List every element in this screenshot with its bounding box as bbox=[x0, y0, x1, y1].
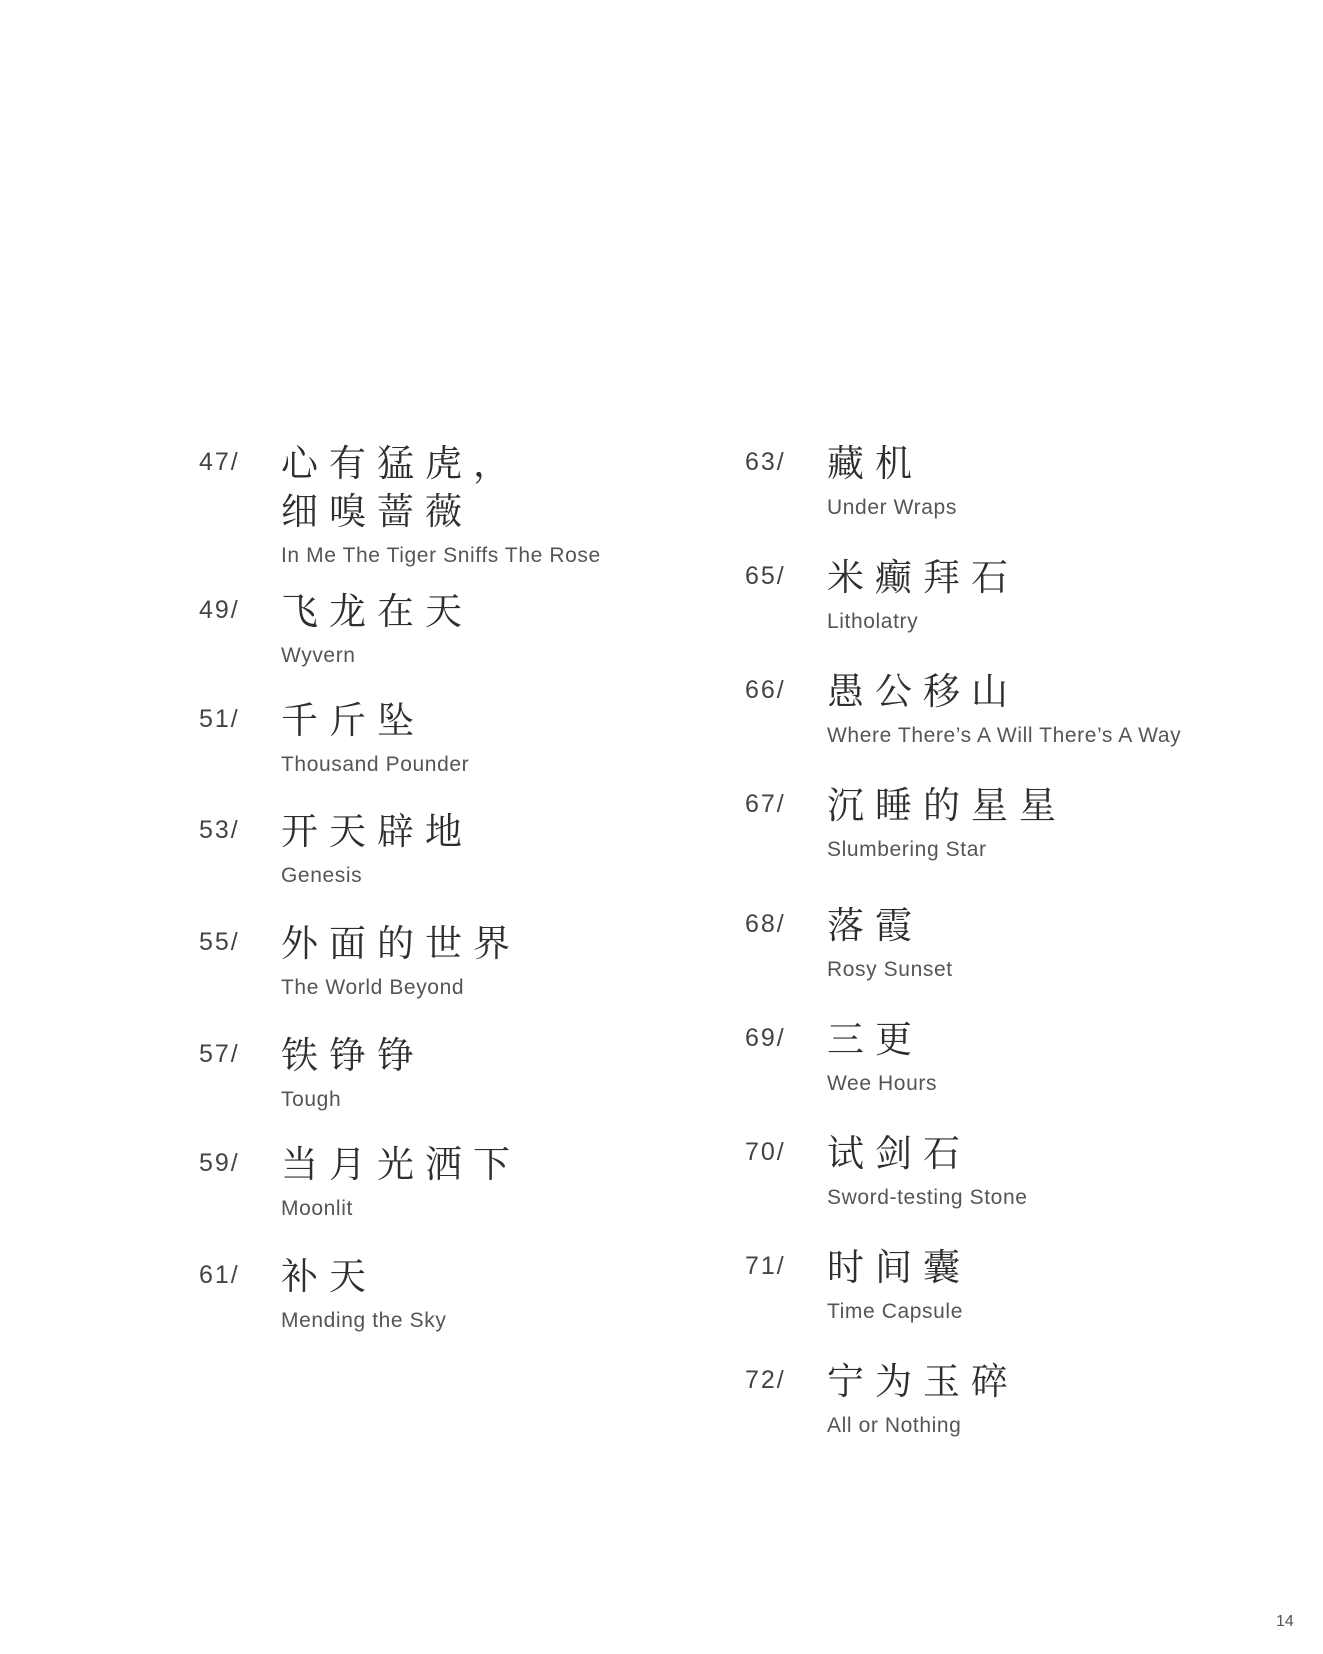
page-number: 14 bbox=[1276, 1613, 1294, 1630]
entry-number: 71/ bbox=[745, 1252, 786, 1280]
entry-number: 51/ bbox=[199, 705, 240, 733]
entry-chinese-title: 沉睡的星星 bbox=[827, 784, 1067, 827]
entry-english-title: Time Capsule bbox=[827, 1300, 963, 1323]
entry-chinese-title: 补天 bbox=[281, 1255, 377, 1298]
entry-chinese-title: 心有猛虎， 细嗅蔷薇 bbox=[281, 442, 521, 533]
entry-chinese-title: 宁为玉碎 bbox=[827, 1360, 1019, 1403]
entry-number: 68/ bbox=[745, 910, 786, 938]
entry-number: 59/ bbox=[199, 1149, 240, 1177]
entry-number: 69/ bbox=[745, 1024, 786, 1052]
entry-chinese-title: 试剑石 bbox=[827, 1132, 971, 1175]
entry-chinese-title: 当月光洒下 bbox=[281, 1143, 521, 1186]
entry-english-title: The World Beyond bbox=[281, 976, 465, 999]
entry-number: 49/ bbox=[199, 596, 240, 624]
entry-english-title: Moonlit bbox=[281, 1197, 353, 1220]
entry-number: 53/ bbox=[199, 816, 240, 844]
entry-number: 72/ bbox=[745, 1366, 786, 1394]
entry-chinese-title: 三更 bbox=[827, 1018, 923, 1061]
entry-english-title: Wyvern bbox=[281, 644, 356, 667]
entry-english-title: Rosy Sunset bbox=[827, 958, 953, 981]
entry-english-title: Where There’s A Will There’s A Way bbox=[827, 724, 1182, 747]
entry-english-title: Thousand Pounder bbox=[281, 753, 470, 776]
entry-english-title: Litholatry bbox=[827, 610, 919, 633]
entry-chinese-title: 时间囊 bbox=[827, 1246, 971, 1289]
entry-english-title: Tough bbox=[281, 1088, 342, 1111]
entry-chinese-title: 外面的世界 bbox=[281, 922, 521, 965]
entry-chinese-title: 千斤坠 bbox=[281, 699, 425, 742]
entry-number: 61/ bbox=[199, 1261, 240, 1289]
entry-number: 66/ bbox=[745, 676, 786, 704]
entry-number: 57/ bbox=[199, 1040, 240, 1068]
entry-english-title: Mending the Sky bbox=[281, 1309, 447, 1332]
entry-number: 65/ bbox=[745, 562, 786, 590]
entry-english-title: Sword-testing Stone bbox=[827, 1186, 1028, 1209]
entry-chinese-title: 愚公移山 bbox=[827, 670, 1019, 713]
entry-english-title: Under Wraps bbox=[827, 496, 957, 519]
entry-chinese-title: 米癫拜石 bbox=[827, 556, 1019, 599]
entry-number: 47/ bbox=[199, 448, 240, 476]
entry-english-title: Slumbering Star bbox=[827, 838, 987, 861]
entry-number: 63/ bbox=[745, 448, 786, 476]
entry-number: 70/ bbox=[745, 1138, 786, 1166]
entry-chinese-title: 飞龙在天 bbox=[281, 590, 473, 633]
entry-number: 67/ bbox=[745, 790, 786, 818]
entry-chinese-title: 落霞 bbox=[827, 904, 923, 947]
entry-chinese-title: 藏机 bbox=[827, 442, 923, 485]
entry-english-title: Wee Hours bbox=[827, 1072, 938, 1095]
entry-english-title: All or Nothing bbox=[827, 1414, 962, 1437]
entry-chinese-title: 开天辟地 bbox=[281, 810, 473, 853]
entry-number: 55/ bbox=[199, 928, 240, 956]
entry-english-title: In Me The Tiger Sniffs The Rose bbox=[281, 544, 601, 567]
entry-chinese-title: 铁铮铮 bbox=[281, 1034, 425, 1077]
entry-english-title: Genesis bbox=[281, 864, 363, 887]
